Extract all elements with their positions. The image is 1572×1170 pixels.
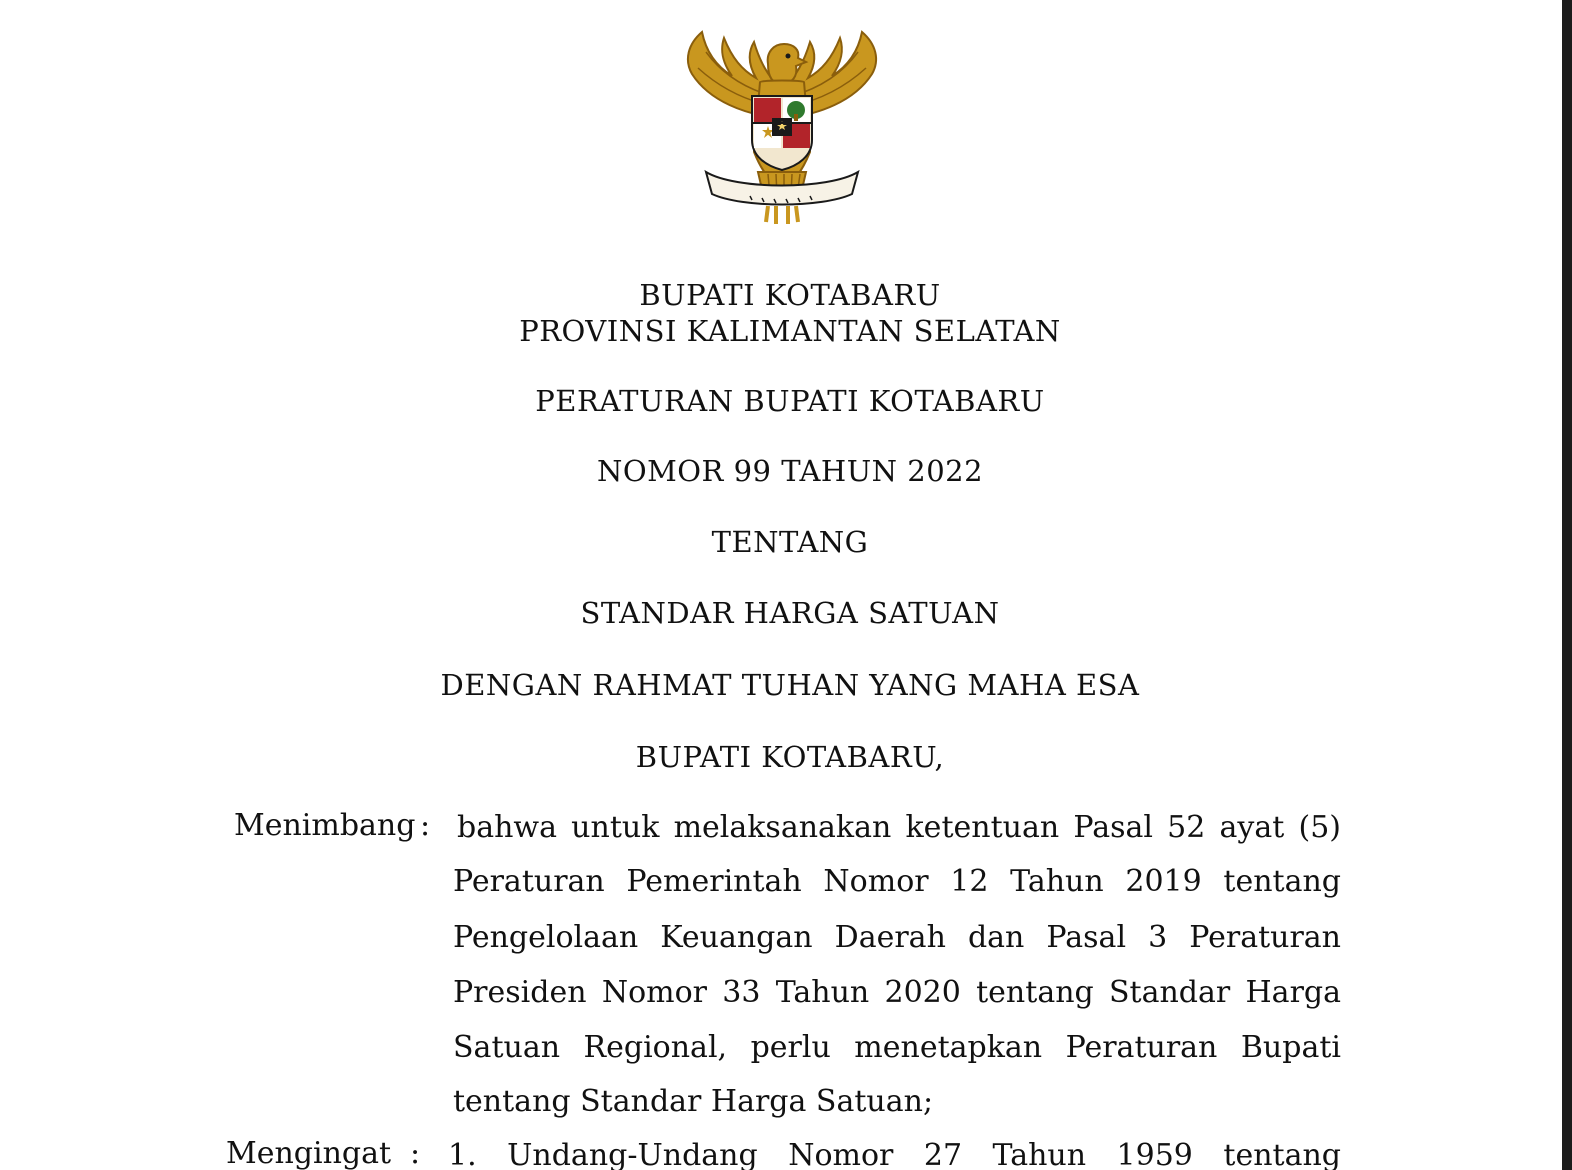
menimbang-line: tentang Standar Harga Satuan; xyxy=(453,1084,934,1119)
regulation-number: NOMOR 99 TAHUN 2022 xyxy=(596,454,984,488)
issuer-line: BUPATI KOTABARU, xyxy=(635,740,945,774)
mengingat-colon: : xyxy=(410,1136,421,1170)
menimbang-label: Menimbang xyxy=(234,808,416,843)
menimbang-line: Presiden Nomor 33 Tahun 2020 tentang Standar Harga xyxy=(453,975,1341,1010)
garuda-pancasila-emblem-icon xyxy=(676,22,888,232)
issuer-title: BUPATI KOTABARU xyxy=(639,278,941,312)
menimbang-line: Satuan Regional, perlu menetapkan Peraturan Bupati xyxy=(453,1030,1341,1065)
regulation-subject: STANDAR HARGA SATUAN xyxy=(580,596,1000,630)
menimbang-colon: : xyxy=(420,808,431,843)
menimbang-line: bahwa untuk melaksanakan ketentuan Pasal 52 ayat (5) xyxy=(457,810,1341,845)
mengingat-line: 1. Undang-Undang Nomor 27 Tahun 1959 tentang xyxy=(448,1138,1341,1170)
invocation-line: DENGAN RAHMAT TUHAN YANG MAHA ESA xyxy=(440,668,1140,702)
regulation-title: PERATURAN BUPATI KOTABARU xyxy=(535,384,1045,418)
province-title: PROVINSI KALIMANTAN SELATAN xyxy=(519,314,1061,348)
scan-edge-border xyxy=(1562,0,1572,1170)
mengingat-label: Mengingat xyxy=(226,1136,392,1170)
about-label: TENTANG xyxy=(711,525,869,559)
menimbang-line: Pengelolaan Keuangan Daerah dan Pasal 3 Peraturan xyxy=(453,920,1341,955)
menimbang-line: Peraturan Pemerintah Nomor 12 Tahun 2019 tentang xyxy=(453,864,1341,899)
